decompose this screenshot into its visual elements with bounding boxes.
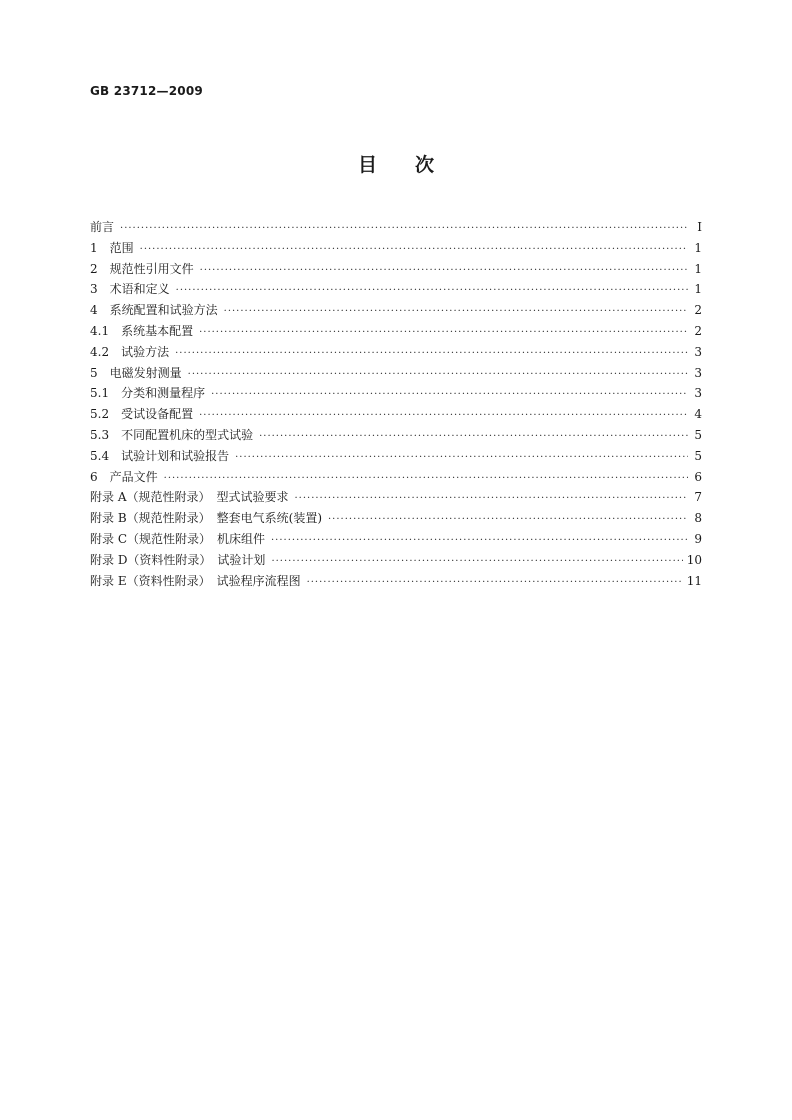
dot-leader [271, 552, 682, 573]
toc-entry[interactable] [90, 238, 702, 259]
dot-leader [120, 219, 688, 240]
toc-entry-page: 1 [694, 282, 702, 297]
toc-entry[interactable] [90, 383, 702, 404]
toc-entry-label: 1 范围 [90, 240, 134, 255]
toc-entry-label: 5.4 试验计划和试验报告 [90, 448, 230, 463]
toc-entry-label: 附录 B（规范性附录） 整套电气系统(装置) [90, 511, 322, 526]
dot-leader [188, 365, 688, 386]
toc-entry[interactable] [90, 529, 702, 550]
dot-leader [235, 448, 688, 469]
toc-entry-label: 5.2 受试设备配置 [90, 407, 194, 422]
toc-entry-page: 4 [694, 407, 702, 422]
dot-leader [140, 240, 688, 261]
toc-entry[interactable] [90, 487, 702, 508]
toc-entry-label: 附录 C（规范性附录） 机床组件 [90, 531, 265, 546]
toc-entry[interactable] [90, 300, 702, 321]
toc-entry-page: 5 [694, 448, 702, 463]
title-part-2: 次 [415, 154, 435, 176]
dot-leader [211, 385, 688, 406]
toc-entry[interactable] [90, 571, 702, 592]
dot-leader [200, 261, 688, 282]
dot-leader [175, 344, 688, 365]
table-of-contents [90, 217, 702, 591]
dot-leader [199, 323, 688, 344]
toc-entry-page: 10 [686, 552, 702, 567]
toc-entry-label: 3 术语和定义 [90, 282, 170, 297]
toc-entry-page: 7 [694, 490, 702, 505]
toc-entry-page: 5 [694, 427, 702, 442]
toc-entry-label: 前言 [90, 220, 115, 234]
toc-entry-label: 5.1 分类和测量程序 [90, 386, 206, 401]
toc-entry-page: 1 [694, 240, 702, 255]
toc-entry[interactable] [90, 259, 702, 280]
toc-entry-page: 3 [694, 365, 702, 380]
toc-entry[interactable] [90, 404, 702, 425]
dot-leader [294, 489, 688, 510]
toc-entry[interactable] [90, 425, 702, 446]
toc-entry-page: 8 [694, 511, 702, 526]
toc-entry-page: Ⅰ [697, 220, 702, 234]
toc-entry[interactable] [90, 321, 702, 342]
title-part-1: 目 [357, 154, 377, 176]
toc-entry[interactable] [90, 446, 702, 467]
toc-entry-label: 5 电磁发射测量 [90, 365, 182, 380]
toc-entry[interactable] [90, 508, 702, 529]
toc-entry-label: 附录 E（资料性附录） 试验程序流程图 [90, 573, 301, 588]
toc-entry[interactable] [90, 217, 702, 238]
toc-entry-page: 2 [694, 303, 702, 318]
toc-entry-label: 5.3 不同配置机床的型式试验 [90, 427, 254, 442]
toc-entry-label: 4 系统配置和试验方法 [90, 303, 218, 318]
toc-entry-page: 3 [694, 386, 702, 401]
toc-entry-page: 11 [686, 573, 702, 588]
page-title [0, 150, 792, 177]
toc-entry[interactable] [90, 363, 702, 384]
toc-entry-label: 4.1 系统基本配置 [90, 323, 194, 338]
toc-entry[interactable] [90, 279, 702, 300]
toc-entry-page: 1 [694, 261, 702, 276]
standard-number: GB 23712—2009 [90, 84, 203, 98]
toc-entry[interactable] [90, 467, 702, 488]
toc-entry-label: 附录 A（规范性附录） 型式试验要求 [90, 490, 289, 505]
dot-leader [224, 302, 688, 323]
toc-entry-page: 9 [694, 531, 702, 546]
toc-entry-page: 6 [694, 469, 702, 484]
toc-entry-label: 附录 D（资料性附录） 试验计划 [90, 552, 266, 567]
toc-entry-label: 2 规范性引用文件 [90, 261, 194, 276]
toc-entry-page: 3 [694, 344, 702, 359]
dot-leader [199, 406, 688, 427]
dot-leader [164, 469, 688, 490]
dot-leader [307, 573, 683, 594]
toc-entry[interactable] [90, 342, 702, 363]
toc-entry-label: 6 产品文件 [90, 469, 158, 484]
toc-entry[interactable] [90, 550, 702, 571]
toc-entry-page: 2 [694, 323, 702, 338]
dot-leader [271, 531, 688, 552]
dot-leader [328, 510, 688, 531]
dot-leader [176, 281, 688, 302]
dot-leader [259, 427, 688, 448]
toc-entry-label: 4.2 试验方法 [90, 344, 170, 359]
